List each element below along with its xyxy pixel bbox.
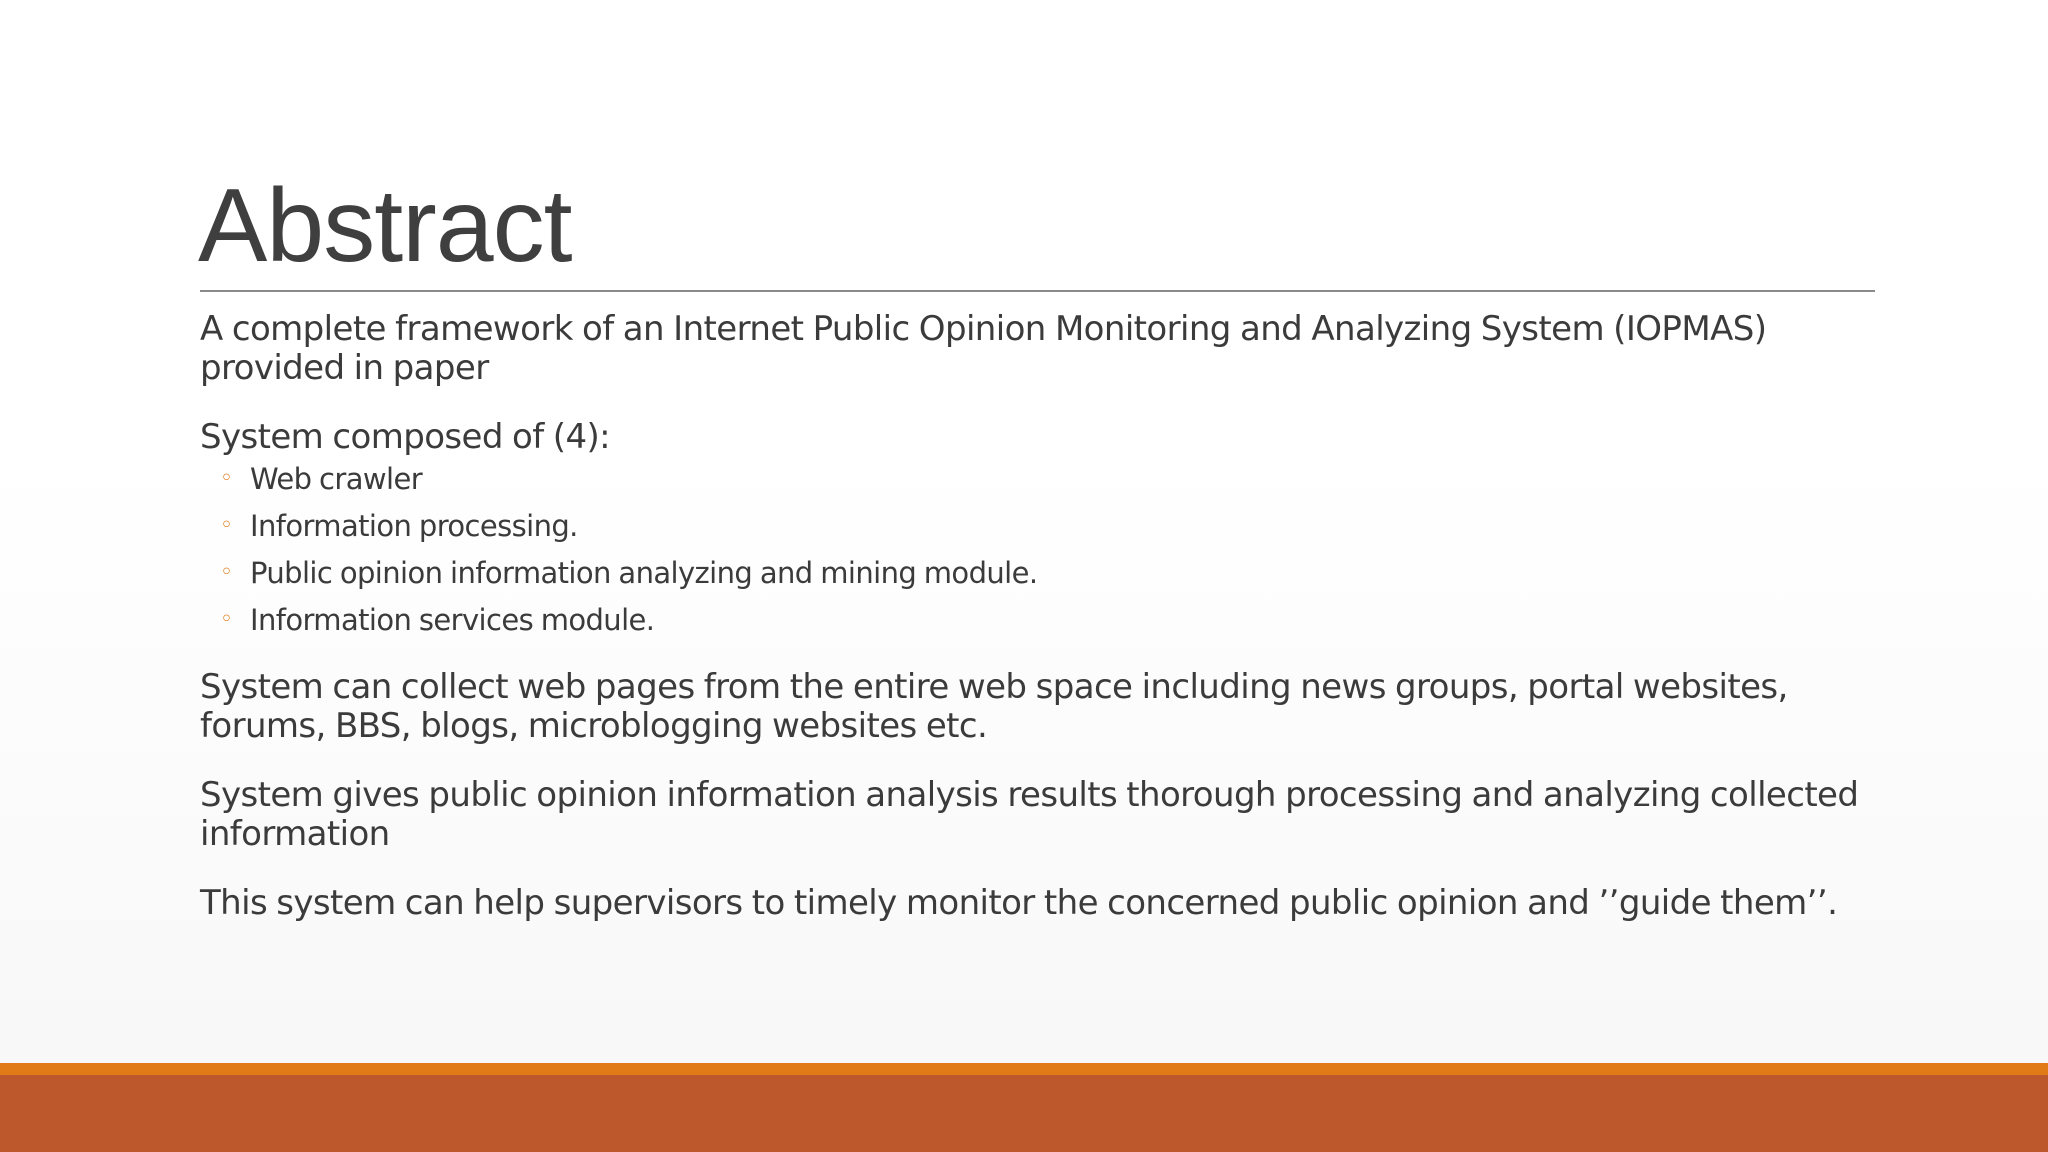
list-item [200, 555, 1880, 591]
paragraph-supervisors: This system can help supervisors to timely monitor the concerned public opinion and ’’guide them’’. [200, 883, 1838, 923]
list-item-label: Public opinion information analyzing and mining module. [250, 556, 1038, 590]
footer-accent-stripe [0, 1063, 2048, 1075]
slide-body [200, 310, 1880, 953]
paragraph-composition: System composed of (4): [200, 417, 611, 457]
paragraph-collection: System can collect web pages from the entire web space including news groups, portal websites, forums, BBS, blogs, microblogging websites etc. [200, 667, 1788, 746]
title-divider [200, 290, 1875, 292]
hollow-bullet-icon: ◦ [220, 513, 233, 538]
list-item-label: Information processing. [250, 509, 578, 543]
hollow-bullet-icon: ◦ [220, 466, 233, 491]
hollow-bullet-icon: ◦ [220, 607, 233, 632]
list-item [200, 508, 1880, 544]
footer-bar [0, 1075, 2048, 1152]
list-item-label: Web crawler [250, 462, 423, 496]
slide-title: Abstract [198, 168, 572, 284]
list-item [200, 461, 1880, 497]
paragraph-analysis: System gives public opinion information analysis results thorough processing and analyzing collected information [200, 775, 1859, 854]
hollow-bullet-icon: ◦ [220, 560, 233, 585]
list-item [200, 602, 1880, 638]
list-item-label: Information services module. [250, 603, 655, 637]
component-list [200, 461, 1880, 638]
paragraph-framework: A complete framework of an Internet Public Opinion Monitoring and Analyzing System (IOPMAS) provided in paper [200, 309, 1767, 388]
